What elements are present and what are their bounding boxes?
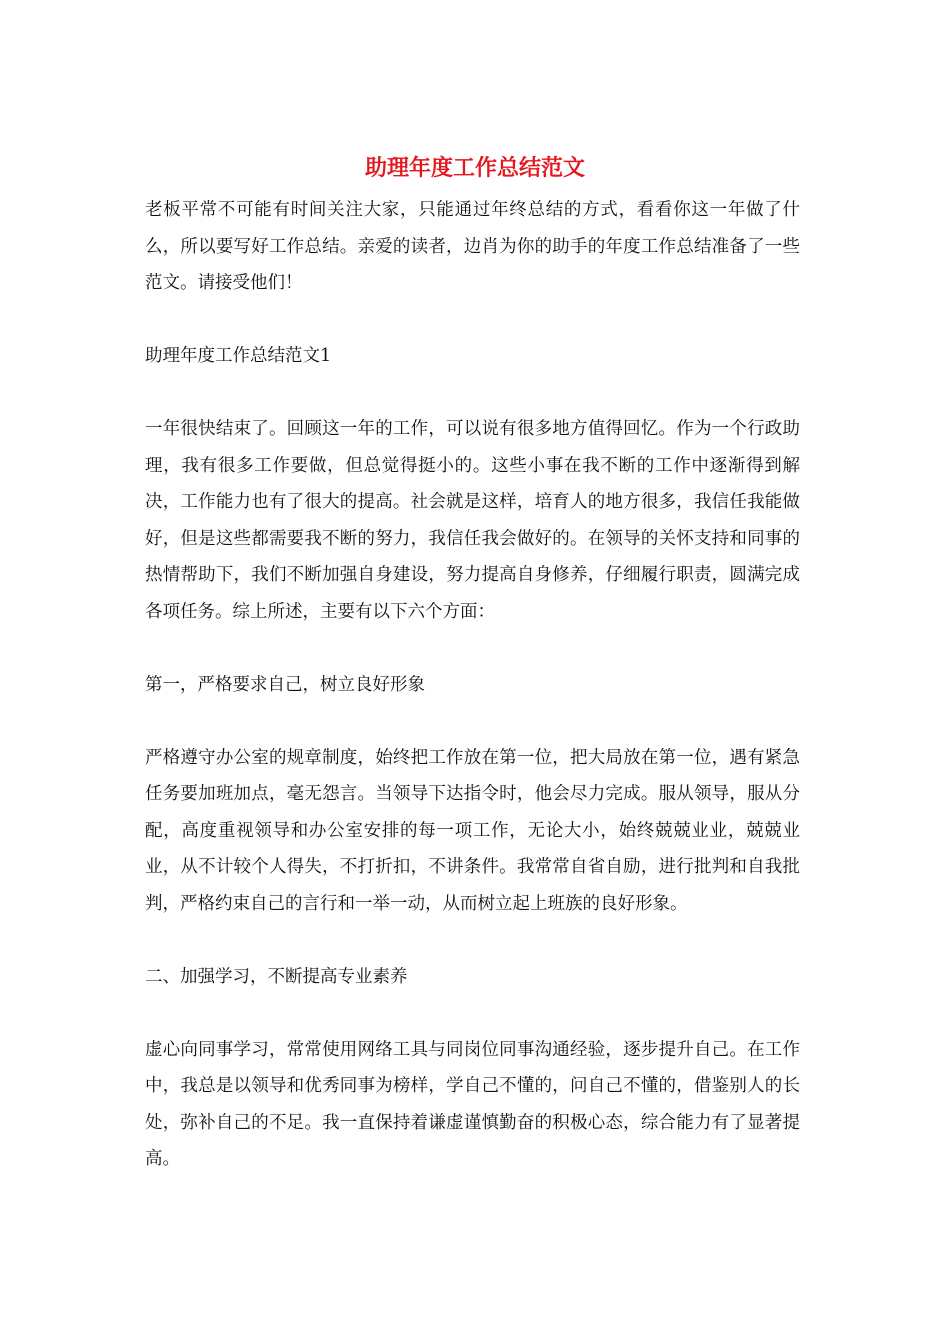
document-title: 助理年度工作总结范文 — [364, 155, 585, 181]
subheading-first: 第一，严格要求自己，树立良好形象 — [145, 674, 425, 695]
subheading-second: 二、加强学习，不断提高专业素养 — [145, 966, 408, 987]
body-paragraph: 严格遵守办公室的规章制度，始终把工作放在第一位，把大局放在第一位，遇有紧急任务要加班加点，毫无怨言。当领导下达指令时，他会尽力完成。服从领导，服从分配，高度重视领导和办公室安排的每一项工作，无论大小，始终兢兢业业，兢兢业业，从不计较个人得失，不打折扣，不讲条件。我常常自省自励，进行批判和自我批判，严格约束自己的言行和一举一动，从而树立起上班族的良好形象。 — [145, 747, 800, 914]
body-paragraph: 一年很快结束了。回顾这一年的工作，可以说有很多地方值得回忆。作为一个行政助理，我有很多工作要做，但总觉得挺小的。这些小事在我不断的工作中逐渐得到解决，工作能力也有了很大的提高。社会就是这样，培育人的地方很多，我信任我能做好，但是这些都需要我不断的努力，我信任我会做好的。在领导的关怀支持和同事的热情帮助下，我们不断加强自身建设，努力提高自身修养，仔细履行职责，圆满完成各项任务。综上所述，主要有以下六个方面： — [145, 419, 800, 622]
intro-paragraph: 老板平常不可能有时间关注大家，只能通过年终总结的方式，看看你这一年做了什么，所以要写好工作总结。亲爱的读者，边肖为你的助手的年度工作总结准备了一些范文。请接受他们！ — [145, 200, 800, 293]
body-paragraph: 虚心向同事学习，常常使用网络工具与同岗位同事沟通经验，逐步提升自己。在工作中，我总是以领导和优秀同事为榜样，学自己不懂的，问自己不懂的，借鉴别人的长处，弥补自己的不足。我一直保持着谦虚谨慎勤奋的积极心态，综合能力有了显著提高。 — [145, 1039, 800, 1169]
document-body — [145, 192, 800, 1214]
section-heading-sample-1: 助理年度工作总结范文1 — [145, 346, 332, 366]
